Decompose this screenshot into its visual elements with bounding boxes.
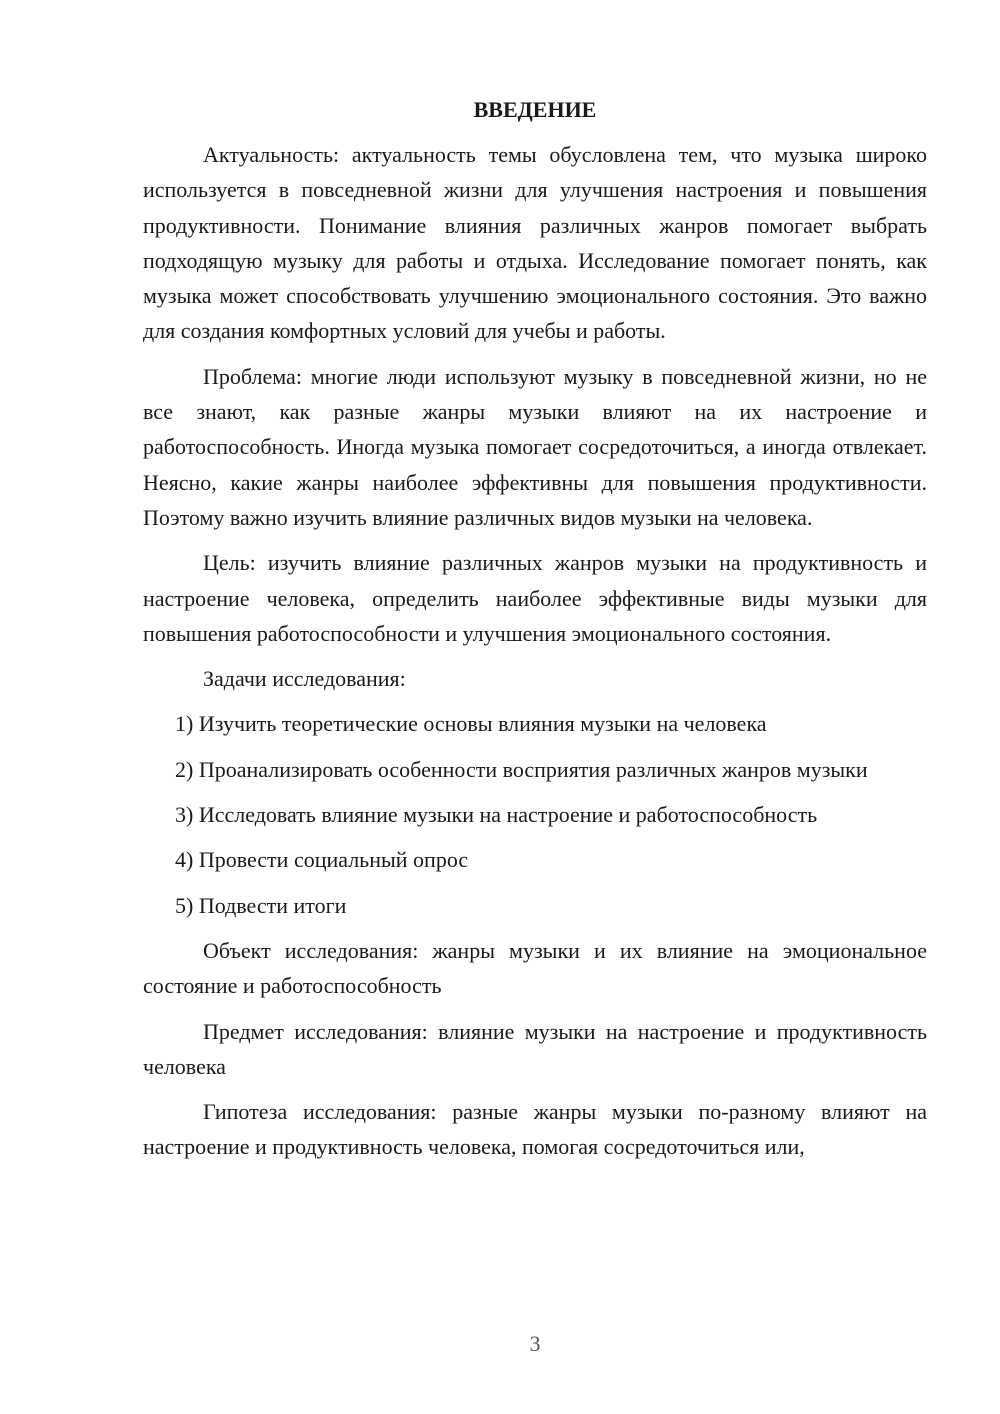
object-paragraph: Объект исследования: жанры музыки и их влияние на эмоциональное состояние и работоспособность [143, 937, 927, 999]
task-item: 1) Изучить теоретические основы влияния музыки на человека [175, 711, 767, 737]
goal-paragraph: Цель: изучить влияние различных жанров музыки на продуктивность и настроение человека, определить наиболее эффективные виды музыки для повышения работоспособности и улучшения эмоционального состояния. [143, 550, 927, 646]
page-number: 3 [529, 1331, 541, 1356]
task-item: 3) Исследовать влияние музыки на настроение и работоспособность [175, 802, 818, 828]
relevance-paragraph: Актуальность: актуальность темы обусловлена тем, что музыка широко используется в повседневной жизни для улучшения настроения и повышения продуктивности. Понимание влияния различных жанров помогает выбрать подходящую музыку для работы и отдыха. Исследование помогает понять, как музыка может способствовать улучшению эмоционального состояния. Это важно для создания комфортных условий для учебы и работы. [143, 142, 927, 344]
task-item: 5) Подвести итоги [175, 892, 347, 918]
problem-paragraph: Проблема: многие люди используют музыку в повседневной жизни, но не все знают, как разные жанры музыки влияют на их настроение и работоспособность. Иногда музыка помогает сосредоточиться, а иногда отвлекает. Неясно, какие жанры наиболее эффективны для повышения продуктивности. Поэтому важно изучить влияние различных видов музыки на человека. [143, 363, 927, 530]
subject-paragraph: Предмет исследования: влияние музыки на настроение и продуктивность человека [143, 1018, 927, 1079]
page-content [143, 92, 927, 1175]
page-title: ВВЕДЕНИЕ [473, 97, 597, 122]
hypothesis-paragraph: Гипотеза исследования: разные жанры музыки по-разному влияют на настроение и продуктивность человека, помогая сосредоточиться или, [143, 1099, 927, 1160]
tasks-heading: Задачи исследования: [203, 666, 406, 692]
task-item: 4) Провести социальный опрос [175, 847, 469, 873]
task-item: 2) Проанализировать особенности восприятия различных жанров музыки [175, 756, 868, 782]
